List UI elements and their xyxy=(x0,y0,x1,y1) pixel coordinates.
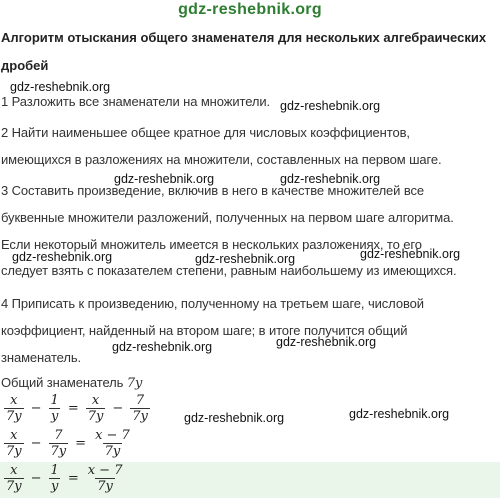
step-3-line1: 3 Составить произведение, включив в него в качестве множителей все xyxy=(1,183,425,198)
watermark: gdz-reshebnik.org xyxy=(195,252,296,266)
watermark: gdz-reshebnik.org xyxy=(280,172,381,186)
fraction: $\frac{x - 7}{7y}$ xyxy=(95,427,130,459)
step-3-line4: следует взять с показателем степени, равным наибольшему из имеющихся. xyxy=(1,263,457,278)
fraction: $\frac{x}{7y}$ xyxy=(6,427,22,459)
watermark: gdz-reshebnik.org xyxy=(10,80,111,94)
operator: − xyxy=(30,470,42,486)
fraction: $\frac{x}{7y}$ xyxy=(87,392,104,424)
article-heading-line2: дробей xyxy=(1,58,49,73)
watermark: gdz-reshebnik.org xyxy=(276,335,377,349)
equation-3 xyxy=(1,459,127,497)
watermark: gdz-reshebnik.org xyxy=(280,99,381,113)
equation-1 xyxy=(1,389,153,427)
common-denominator-label: Общий знаменатель xyxy=(1,375,124,390)
fraction: $\frac{x - 7}{7y}$ xyxy=(87,462,123,494)
article-heading-line1: Алгоритм отыскания общего знаменателя для нескольких алгебраических xyxy=(1,30,487,45)
step-4-line1: 4 Приписать к произведению, полученному на третьем шаге, числовой xyxy=(1,296,424,311)
step-2-line1: 2 Найти наименьшее общее кратное для числовых коэффициентов, xyxy=(1,125,410,140)
site-title: gdz-reshebnik.org xyxy=(178,1,322,18)
fraction: $\frac{7}{7y}$ xyxy=(132,392,148,424)
fraction: $\frac{x}{7y}$ xyxy=(6,462,22,494)
operator: − xyxy=(30,435,42,451)
operator: − xyxy=(30,400,42,416)
fraction: $\frac{1}{y}$ xyxy=(50,462,59,494)
step-2-line2: имеющихся в разложениях на множители, составленных на первом шаге. xyxy=(1,152,442,167)
watermark: gdz-reshebnik.org xyxy=(184,411,285,425)
watermark: gdz-reshebnik.org xyxy=(12,250,113,264)
step-3-line3: Если некоторый множитель имеется в нескольких разложениях, то его xyxy=(1,237,422,252)
equation-2 xyxy=(1,424,135,462)
fraction: $\frac{x}{7y}$ xyxy=(6,392,22,424)
common-denominator-value: 7y xyxy=(126,376,143,391)
watermark: gdz-reshebnik.org xyxy=(360,247,461,261)
step-4-line3: знаменатель. xyxy=(1,350,82,365)
step-1: 1 Разложить все знаменатели на множители. xyxy=(1,94,271,109)
equals-sign: = xyxy=(67,400,79,416)
watermark: gdz-reshebnik.org xyxy=(114,172,215,186)
fraction: $\frac{1}{y}$ xyxy=(50,392,59,424)
step-4-line2: коэффициент, найденный на втором шаге; в итоге получится общий xyxy=(1,323,408,338)
fraction: $\frac{7}{7y}$ xyxy=(50,427,67,459)
equals-sign: = xyxy=(67,470,79,486)
step-3-line2: буквенные множители разложений, полученных на первом шаге алгоритма. xyxy=(1,210,454,225)
watermark: gdz-reshebnik.org xyxy=(112,340,213,354)
equals-sign: = xyxy=(75,435,87,451)
watermark: gdz-reshebnik.org xyxy=(349,407,450,421)
operator: − xyxy=(112,400,124,416)
